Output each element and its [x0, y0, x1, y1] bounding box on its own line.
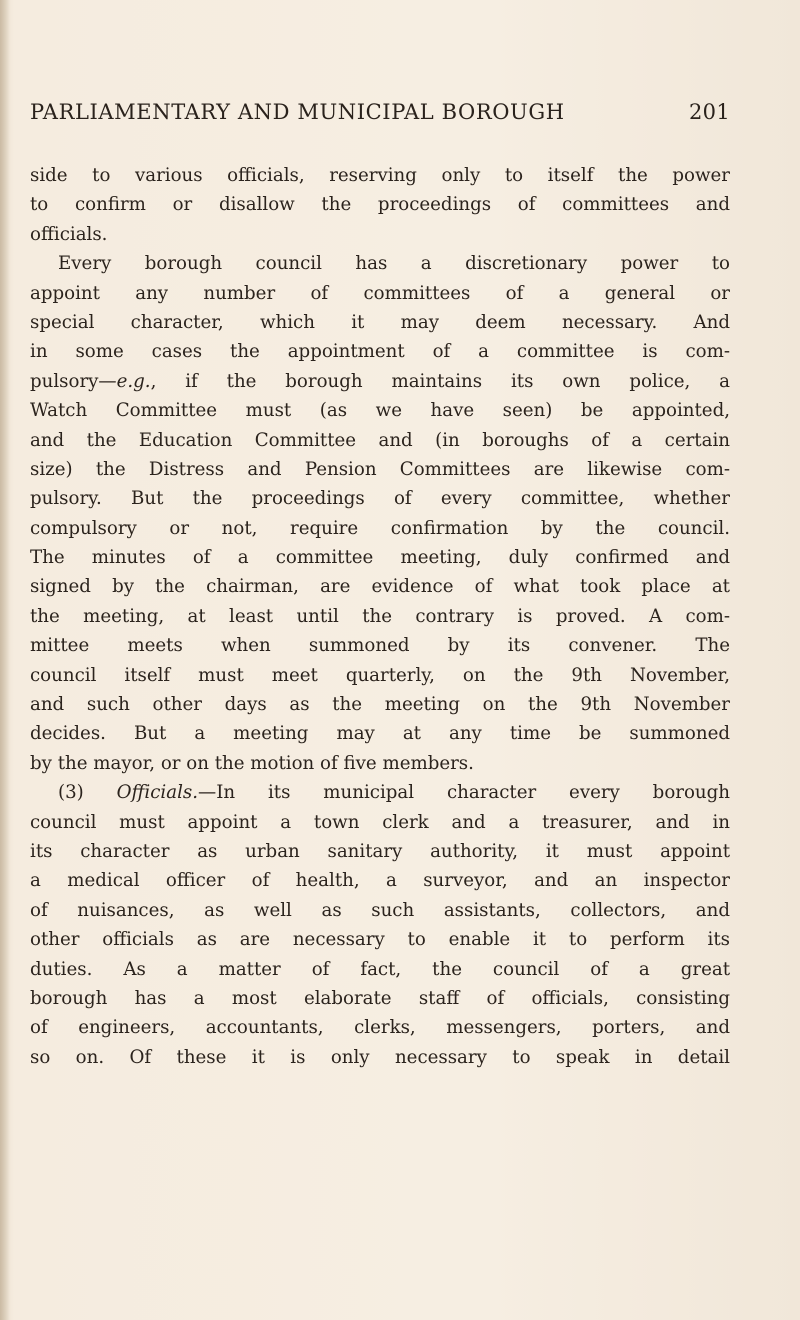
text-segment: —In its municipal character every borough [198, 782, 730, 804]
text-segment: pulsory— [30, 370, 117, 392]
text-line: special character, which it may deem necessary. And [30, 311, 730, 333]
text-line: Watch Committee must (as we have seen) be appointed, [30, 400, 730, 422]
text-line: size) the Distress and Pension Committees are likewise com- [30, 458, 730, 480]
text-line: appoint any number of committees of a general or [30, 282, 730, 304]
text-line: in some cases the appointment of a committee is com- [30, 341, 730, 363]
text-segment: , if the borough maintains its own police, a [150, 370, 730, 392]
text-line: a medical officer of health, a surveyor, and an inspector [30, 870, 730, 892]
text-line: mittee meets when summoned by its convener. The [30, 635, 730, 657]
text-line [30, 367, 730, 396]
gutter-shadow [0, 0, 10, 1320]
italic-text: Officials. [116, 782, 199, 804]
text-line [30, 778, 730, 807]
text-line: by the mayor, or on the motion of five members. [30, 752, 474, 774]
running-head [30, 100, 730, 134]
text-line: of engineers, accountants, clerks, messengers, porters, and [30, 1017, 730, 1039]
text-line: other officials as are necessary to enable it to perform its [30, 929, 730, 951]
text-line: officials. [30, 223, 108, 245]
text-segment: (3) [58, 782, 117, 804]
text-line: to confirm or disallow the proceedings of committees and [30, 194, 730, 216]
page-number: 201 [689, 100, 730, 124]
text-line: so on. Of these it is only necessary to speak in detail [30, 1046, 730, 1068]
text-line: council must appoint a town clerk and a treasurer, and in [30, 811, 730, 833]
text-line: Every borough council has a discretionary power to [58, 253, 730, 275]
text-line: compulsory or not, require confirmation by the council. [30, 517, 730, 539]
text-line: council itself must meet quarterly, on the 9th November, [30, 664, 730, 686]
text-line: the meeting, at least until the contrary is proved. A com- [30, 605, 730, 627]
text-line: decides. But a meeting may at any time be summoned [30, 723, 730, 745]
text-line: duties. As a matter of fact, the council of a great [30, 958, 730, 980]
italic-text: e.g. [116, 370, 151, 392]
text-line: and the Education Committee and (in boroughs of a certain [30, 429, 730, 451]
text-line: pulsory. But the proceedings of every committee, whether [30, 488, 730, 510]
text-line: signed by the chairman, are evidence of what took place at [30, 576, 730, 598]
text-line: borough has a most elaborate staff of officials, consisting [30, 987, 730, 1009]
body-text [30, 161, 730, 1072]
text-line: and such other days as the meeting on the 9th November [30, 694, 730, 716]
text-line: side to various officials, reserving only to itself the power [30, 165, 730, 186]
text-line: The minutes of a committee meeting, duly confirmed and [30, 547, 730, 569]
running-head-title: PARLIAMENTARY AND MUNICIPAL BOROUGH [30, 100, 565, 124]
text-line: its character as urban sanitary authority, it must appoint [30, 840, 730, 862]
text-line: of nuisances, as well as such assistants, collectors, and [30, 899, 730, 921]
